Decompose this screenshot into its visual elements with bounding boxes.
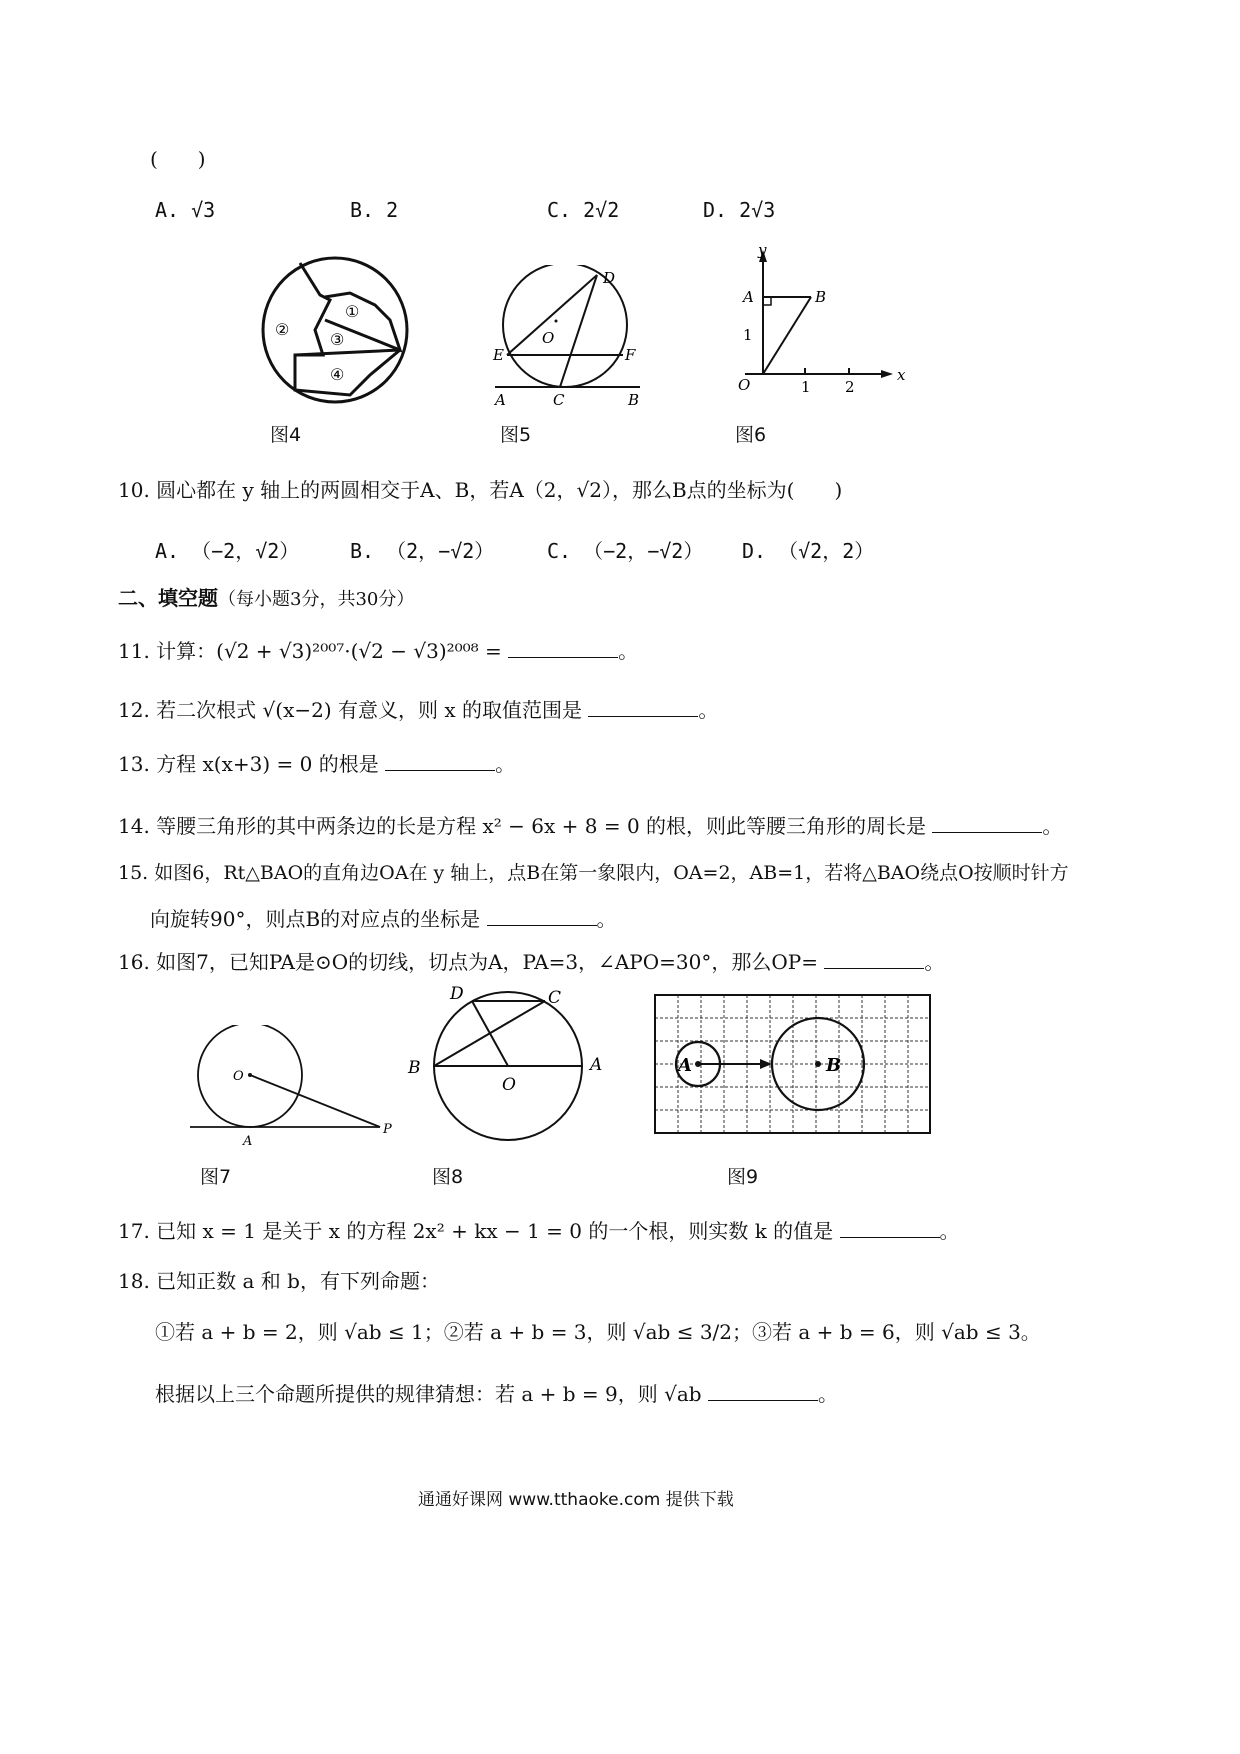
- fig8-label-a: A: [590, 1055, 603, 1075]
- q18-line1: 18. 已知正数 a 和 b，有下列命题：: [118, 1269, 440, 1293]
- figure-9: [650, 990, 935, 1140]
- q9-option-c[interactable]: C. 2√2: [547, 198, 620, 222]
- q18-line3: [155, 1378, 838, 1407]
- q14: [118, 810, 1062, 839]
- fig8-label-o: O: [502, 1075, 516, 1095]
- q14-end: 。: [1042, 814, 1063, 838]
- q12-answer-blank[interactable]: [588, 698, 698, 717]
- q16: [118, 946, 944, 975]
- q18-end: 。: [817, 1382, 838, 1406]
- q17-text: 17. 已知 x = 1 是关于 x 的方程 2x² + kx − 1 = 0 的一个根，则实数 k 的值是: [118, 1219, 834, 1243]
- fig8-label-c: C: [548, 988, 562, 1008]
- q10-option-a[interactable]: A. （−2，√2）: [155, 539, 300, 563]
- figure-5: [490, 265, 650, 410]
- q10-text: 10. 圆心都在 y 轴上的两圆相交于A、B，若A（2，√2），那么B点的坐标为( ): [118, 478, 843, 502]
- figure-4: [255, 255, 415, 405]
- q15-line2-text: 向旋转90°，则点B的对应点的坐标是: [150, 907, 481, 931]
- fig5-label-o: O: [542, 329, 555, 347]
- fig5-label-c: C: [553, 391, 565, 409]
- q16-answer-blank[interactable]: [824, 950, 924, 969]
- q10-option-d[interactable]: D. （√2，2）: [742, 539, 875, 563]
- q18-line3-text: 根据以上三个命题所提供的规律猜想：若 a + b = 9，则 √ab: [155, 1382, 702, 1406]
- q15-end: 。: [596, 907, 617, 931]
- fig6-label-o: O: [738, 376, 751, 394]
- fig7-label-a: A: [243, 1134, 253, 1149]
- fig6-label-b: B: [815, 288, 827, 306]
- fig6-label-y: y: [758, 241, 767, 259]
- q9-option-d[interactable]: D. 2√3: [703, 198, 776, 222]
- q18-answer-blank[interactable]: [708, 1382, 818, 1401]
- q18-line2: ①若 a + b = 2，则 √ab ≤ 1；②若 a + b = 3，则 √ab ≤ 3/2；③若 a + b = 6，则 √ab ≤ 3。: [155, 1320, 1041, 1344]
- q9-option-a[interactable]: A. √3: [155, 198, 216, 222]
- fig9-caption: 图9: [727, 1166, 759, 1188]
- fig5-label-d: D: [603, 269, 616, 287]
- q16-end: 。: [924, 950, 945, 974]
- q13: [118, 748, 515, 777]
- q11-answer-blank[interactable]: [508, 639, 618, 658]
- fig7-label-o: O: [233, 1069, 244, 1084]
- q14-text: 14. 等腰三角形的其中两条边的长是方程 x² − 6x + 8 = 0 的根，则此等腰三角形的周长是: [118, 814, 927, 838]
- q10-option-c[interactable]: C. （−2，−√2）: [547, 539, 704, 563]
- fig4-label-2: ②: [275, 320, 290, 339]
- q17-answer-blank[interactable]: [840, 1219, 940, 1238]
- fig5-label-e: E: [493, 346, 504, 364]
- footer-text: 通通好课网 www.tthaoke.com 提供下载: [418, 1490, 734, 1510]
- fig5-label-a: A: [495, 391, 506, 409]
- figure-7: [185, 1025, 405, 1150]
- fig6-tick-x2: 2: [845, 378, 855, 396]
- q15-answer-blank[interactable]: [487, 907, 597, 926]
- fig6-label-x: x: [897, 366, 906, 384]
- section-2-heading: [118, 582, 414, 611]
- fig6-caption: 图6: [735, 424, 767, 446]
- section-2-note: （每小题3分，共30分）: [218, 589, 415, 610]
- fig8-caption: 图8: [432, 1166, 464, 1188]
- q15-line2: [150, 903, 617, 932]
- figure-6: [725, 240, 915, 400]
- fig7-label-p: P: [383, 1122, 392, 1137]
- fig7-caption: 图7: [200, 1166, 232, 1188]
- fig4-line: [295, 350, 400, 355]
- q13-end: 。: [495, 752, 516, 776]
- q9-option-b[interactable]: B. 2: [350, 198, 399, 222]
- q11-end: 。: [618, 639, 639, 663]
- q12: [118, 694, 718, 723]
- section-2-title: 二、填空题: [118, 586, 218, 610]
- fig8-label-d: D: [450, 985, 464, 1004]
- fig4-label-4: ④: [330, 365, 345, 384]
- fig5-caption: 图5: [500, 424, 532, 446]
- q13-text: 13. 方程 x(x+3) = 0 的根是: [118, 752, 379, 776]
- q9-paren: ( ): [150, 147, 206, 171]
- fig4-label-3: ③: [330, 330, 345, 349]
- q10-option-b[interactable]: B. （2，−√2）: [350, 539, 495, 563]
- q17-end: 。: [939, 1219, 960, 1243]
- fig9-label-b: B: [826, 1055, 842, 1076]
- fig9-label-a: A: [678, 1055, 692, 1076]
- fig4-label-1: ①: [345, 302, 360, 321]
- q17: [118, 1215, 960, 1244]
- q12-text: 12. 若二次根式 √(x−2) 有意义，则 x 的取值范围是: [118, 698, 582, 722]
- fig5-label-f: F: [625, 346, 636, 364]
- fig5-label-b: B: [628, 391, 640, 409]
- q12-end: 。: [698, 698, 719, 722]
- q11-text: 11. 计算：(√2 + √3)²⁰⁰⁷·(√2 − √3)²⁰⁰⁸ =: [118, 639, 502, 663]
- fig6-label-a: A: [743, 288, 754, 306]
- figure-8: [400, 985, 610, 1145]
- fig8-label-b: B: [408, 1058, 421, 1078]
- q14-answer-blank[interactable]: [932, 814, 1042, 833]
- fig4-caption: 图4: [270, 424, 302, 446]
- q11: [118, 635, 638, 664]
- fig6-tick-x1: 1: [801, 378, 811, 396]
- q13-answer-blank[interactable]: [385, 752, 495, 771]
- q15-line1: 15. 如图6，Rt△BAO的直角边OA在 y 轴上，点B在第一象限内，OA=2，AB=1，若将△BAO绕点O按顺时针方: [118, 862, 1069, 884]
- q16-text: 16. 如图7，已知PA是⊙O的切线，切点为A，PA=3，∠APO=30°，那么OP=: [118, 950, 818, 974]
- fig6-tick-y1: 1: [743, 326, 753, 344]
